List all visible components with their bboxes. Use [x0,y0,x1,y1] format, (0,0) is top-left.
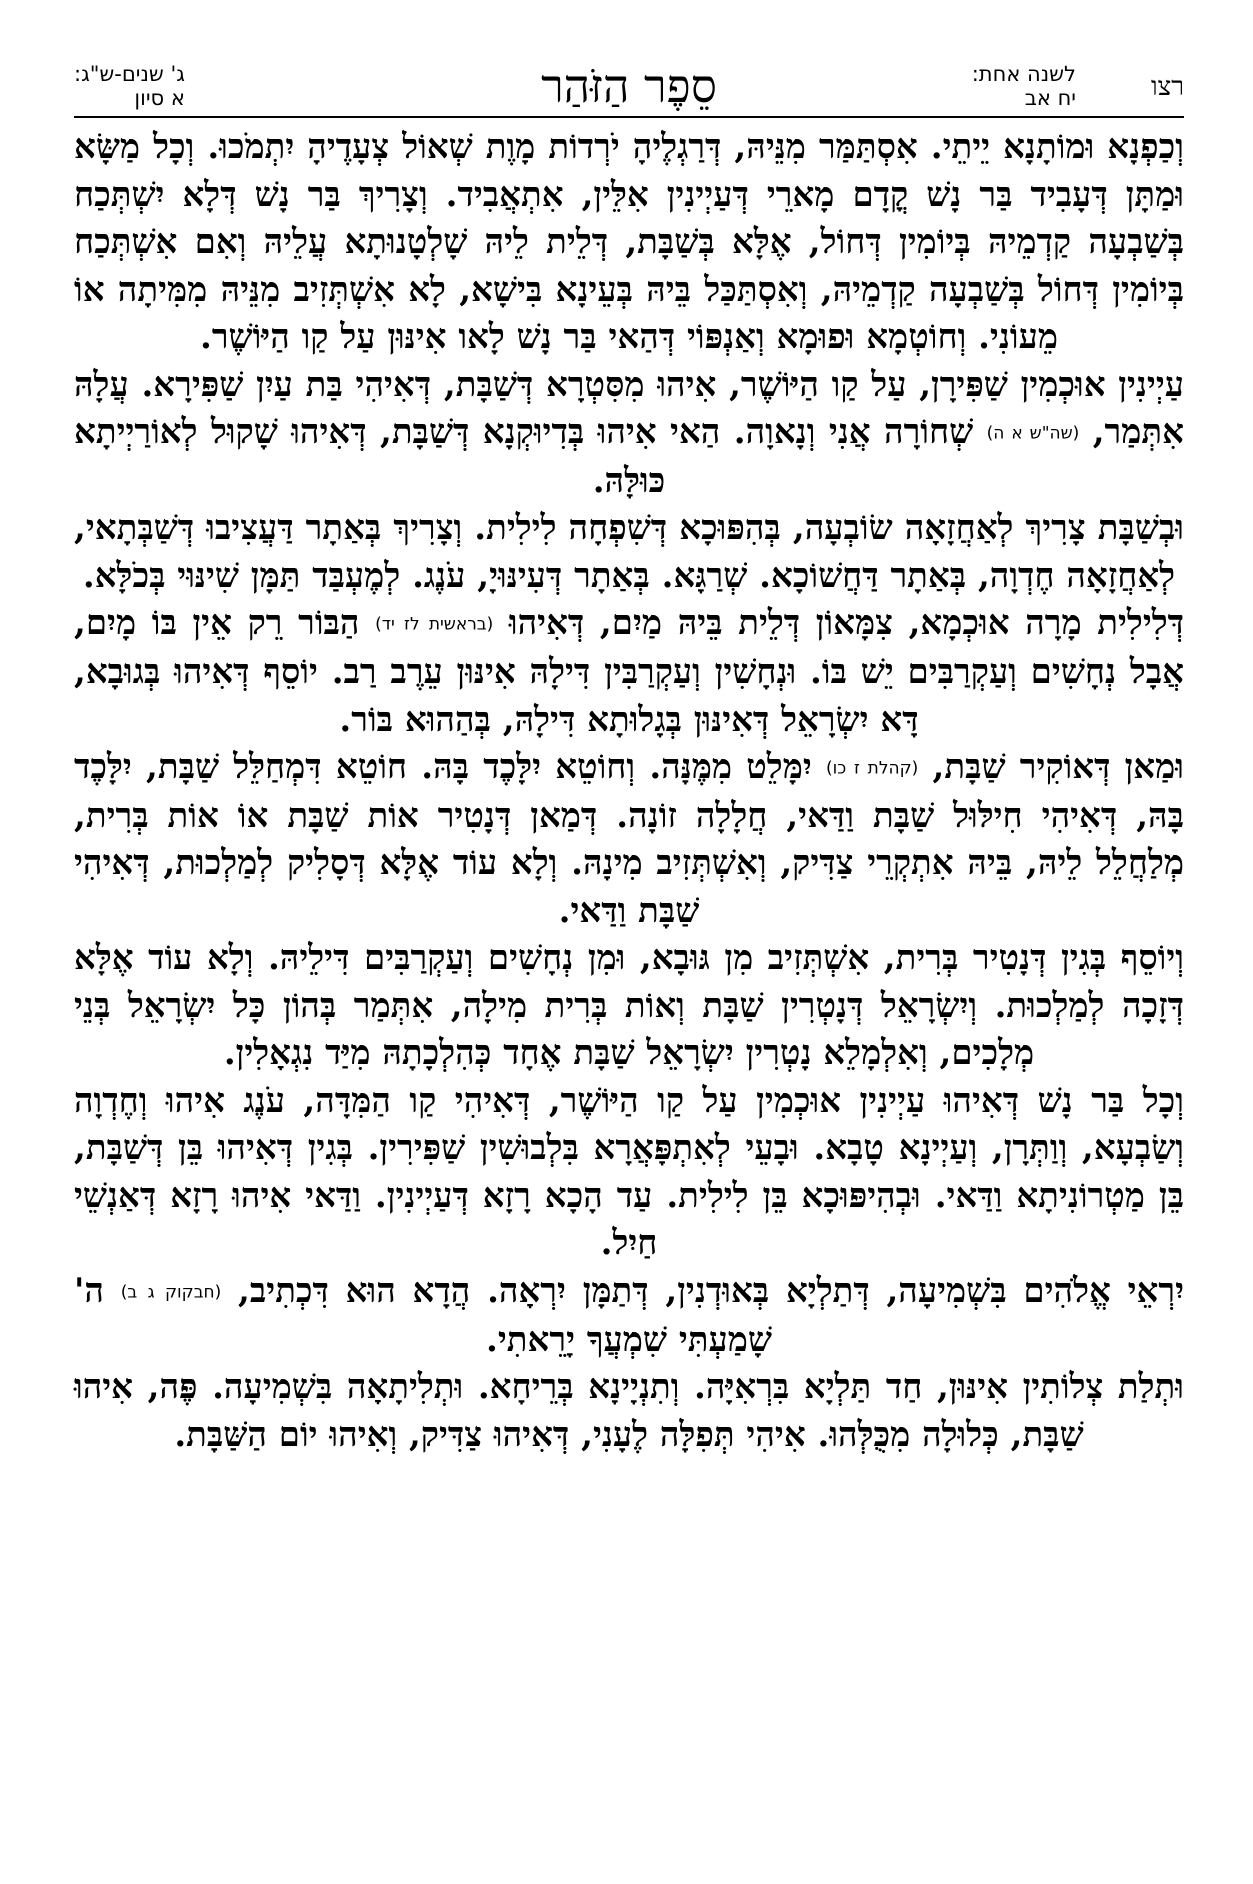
paragraph-7 [74,1078,1184,1268]
source-citation: (שה"ש א ה) [986,423,1080,444]
paragraph-text-continued: הַבּוֹר רֵק אֵין בּוֹ מָיִם, אֲבָל נְחָשִׁים וְעַקְרַבִּים יֵשׁ בּוֹ. וּנְחָשִׁין וְעַקְרַבִּין דִּילָהּ אִינּוּן עֵרֶב רַב. יוֹסֵף דְּאִיהוּ בְּגוּבָא, דָּא יִשְׂרָאֵל דְּאִינּוּן בְּגָלוּתָא דִּילָהּ, בְּהַהוּא בּוֹר. [74,603,1184,740]
paragraph-4 [74,600,1184,744]
paragraph-text: וּתְלַת צְלוֹתִין אִינּוּן, חַד תַּלְיָא בִּרְאִיָּה. וְתִנְיָינָא בְּרֵיחָא. וּתְלִיתָאָה בִּשְׁמִיעָה. פֶּה, אִיהוּ שַׁבָּת, כְּלוּלָה מִכֻּלְּהוּ. אִיהִי תְּפִלָּה לֶעָנִי, דְּאִיהוּ צַדִּיק, וְאִיהוּ יוֹם הַשַּׁבָּת. [74,1367,1184,1455]
paragraph-1 [74,124,1184,362]
source-citation: (חבקוק ג ב) [120,1282,222,1302]
three-year-date: א סיון [134,86,185,110]
page-header [74,60,1184,116]
paragraph-6 [74,935,1184,1078]
paragraph-text: וְיוֹסֵף בְּגִין דְּנָטִיר בְּרִית, אִשְׁתְּזִיב מִן גּוּבָא, וּמִן נְחָשִׁים וְעַקְרַבִּים דִּילֵיהּ. וְלָא עוֹד אֶלָּא דְּזָכָה לְמַלְכוּת. וְיִשְׂרָאֵל דְּנָטְרִין שַׁבָּת וְאוֹת בְּרִית מִילָה, אִתְּמַר בְּהוֹן כָּל יִשְׂרָאֵל בְּנֵי מְלָכִים, וְאִלְמָלֵא נָטְרִין יִשְׂרָאֵל שַׁבָּת אֶחָד כְּהִלְכָתָהּ מִיַּד נִגְאָלִין. [74,938,1184,1074]
paragraph-9 [74,1364,1184,1459]
three-year-schedule [74,62,185,110]
paragraph-text: עַיְינִין אוּכְמִין שַׁפִּירָן, עַל קַו הַיּוֹשֶׁר, אִיהוּ מִסִּטְרָא דְּשַׁבָּת, דְּאִיהִי בַּת עַיִן שַׁפִּירָא. עֲלָהּ אִתְּמַר, [74,364,1184,452]
paragraph-text: יִרְאֵי אֱלֹהִים בִּשְׁמִיעָה, דְּתַלְיָא בְּאוּדְנִין, דְּתַמָּן יִרְאָה. הֲדָא הוּא דִּכְתִיב, [221,1270,1184,1311]
paragraph-5 [74,744,1184,935]
book-title: סֵפֶר הַזֹּהַר [541,59,717,113]
paragraph-text-continued: ה' שָׁמַעְתִּי שִׁמְעֲךָ יָרֵאתִי. [74,1270,772,1360]
source-citation: (קהלת ז כו) [826,758,919,779]
three-year-label: ג' שנים-ש"ג: [74,62,185,86]
paragraph-text-continued: יִמָּלֵט מִמֶּנָּה. וְחוֹטֵא יִלָּכֶד בָּהּ. חוֹטֵא דִּמְחַלֵּל שַׁבָּת, יִלָּכֶד בָּהּ, דְּאִיהִי חִילּוּל שַׁבָּת וַדַּאי, חֲלָלָה זוֹנָה. דְּמַאן דְּנָטִיר אוֹת שַׁבָּת אוֹ אוֹת בְּרִית, מְלַחֲלֵל לֵיהּ, בֵּיהּ אִתְקְרֵי צַדִּיק, וְאִשְׁתְּזִיב מִינָהּ. וְלָא עוֹד אֶלָּא דְּסָלִיק לְמַלְכוּת, דְּאִיהִי שַׁבָּת וַדַּאי. [74,747,1184,931]
header-divider [74,116,1184,118]
paragraph-text: וְכָל בַּר נָשׁ דְּאִיהוּ עַיְינִין אוּכְמִין עַל קַו הַיּוֹשֶׁר, דְּאִיהִי קַו הַמִּדָּה, עֹנֶג אִיהוּ וְחֶדְוָה וְשַׂבְעָא, וְוַתְּרָן, וְעַיְינָא טָבָא. וּבָעֵי לְאִתְפָּאֲרָא בִּלְבוּשִׁין שַׁפִּירִין. בְּגִין דְּאִיהוּ בֵּן דְּשַׁבָּת, בֵּן מַטְרוֹנִיתָא וַדַּאי. וּבְהִיפּוּכָא בֵּן לִילִית. עַד הָכָא רָזָא דְּעַיְינִין. וַדַּאי אִיהוּ רָזָא דְּאַנְשֵׁי חַיִל. [74,1080,1184,1264]
paragraph-8 [74,1268,1184,1364]
paragraph-text: דְּלִילִית מָרָה אוּכְמָא, צִמָּאוֹן דְּלֵית בֵּיהּ מַיִם, דְּאִיהוּ [493,603,1184,644]
text-body [74,124,1184,1459]
paragraph-text: וּבְשַׁבָּת צָרִיךְ לְאַחֲזָאָה שׂוֹבְעָה, בְּהִפּוּכָא דְּשִׁפְחָה לִילִית. וְצָרִיךְ בְּאַתָר דַּעֲצִיבוּ דְּשַׁבְּתָאי, לְאַחֲזָאָה חֶדְוָה, בְּאַתָר דַּחֲשׁוֹכָא. שְׁרַגָּא. בְּאַתָר דְּעִינּוּיָ, עֹנֶג. לְמֶעְבַּד תַּמָּן שִׁינּוּי בְּכֹלָּא. [74,508,1184,596]
paragraph-text: וְכַפְנָא וּמוֹתָנָא יֵיתֵי. אִסְתַּמַּר מִנֵּיהּ, דְּרַגְלֶיהָ יֹרְדוֹת מָוֶת שְׁאוֹל צְעָדֶיהָ יִתְמֹכוּ. וְכָל מַשָּׂא וּמַתָּן דְּעָבִיד בַּר נָשׁ קֳדָם מָארֵי דְּעַיְינִין אִלֵּין, אִתְאֲבִיד. וְצָרִיךְ בַּר נָשׁ דְּלָא יִשְׁתְּכַח בְּשַׁבְעָה קַדְמֵיהּ בְּיוֹמִין דְּחוֹל, אֶלָּא בְּשַׁבָּת, דְּלֵית לֵיהּ שָׁלְטָנוּתָא עֲלֵיהּ וְאִם אִשְׁתְּכַח בְּיוֹמִין דְּחוֹל בְּשַׁבְעָה קַדְמֵיהּ, וְאִסְתַּכַּל בֵּיהּ בְּעֵינָא בִּישָׁא, לָא אִשְׁתְּזִיב מִנֵּיהּ מִמִּיתָה אוֹ מֵעוֹנִי. וְחוֹטְמָא וּפוּמָא וְאַנְפּוֹי דְּהַאי בַּר נָשׁ לָאו אִינּוּן עַל קַו הַיּוֹשֶׁר. [74,127,1184,357]
source-citation: (בראשית לז יד) [375,614,494,635]
paragraph-text: וּמַאן דְּאוֹקִיר שַׁבָּת, [918,747,1184,787]
paragraph-text-continued: שְׁחוֹרָה אֲנִי וְנָאוָה. הַאי אִיהוּ בְּדִיוּקְנָא דְּשַׁבָּת, דְּאִיהוּ שָׁקוּל לְאוֹרַיְיתָא כּוּלָּהּ. [74,412,987,501]
one-year-date: יח אב [1024,86,1076,110]
paragraph-2 [74,362,1184,506]
paragraph-3 [74,505,1184,600]
one-year-label: לשנה אחת: [971,62,1076,86]
page-number: רצו [1150,72,1184,102]
